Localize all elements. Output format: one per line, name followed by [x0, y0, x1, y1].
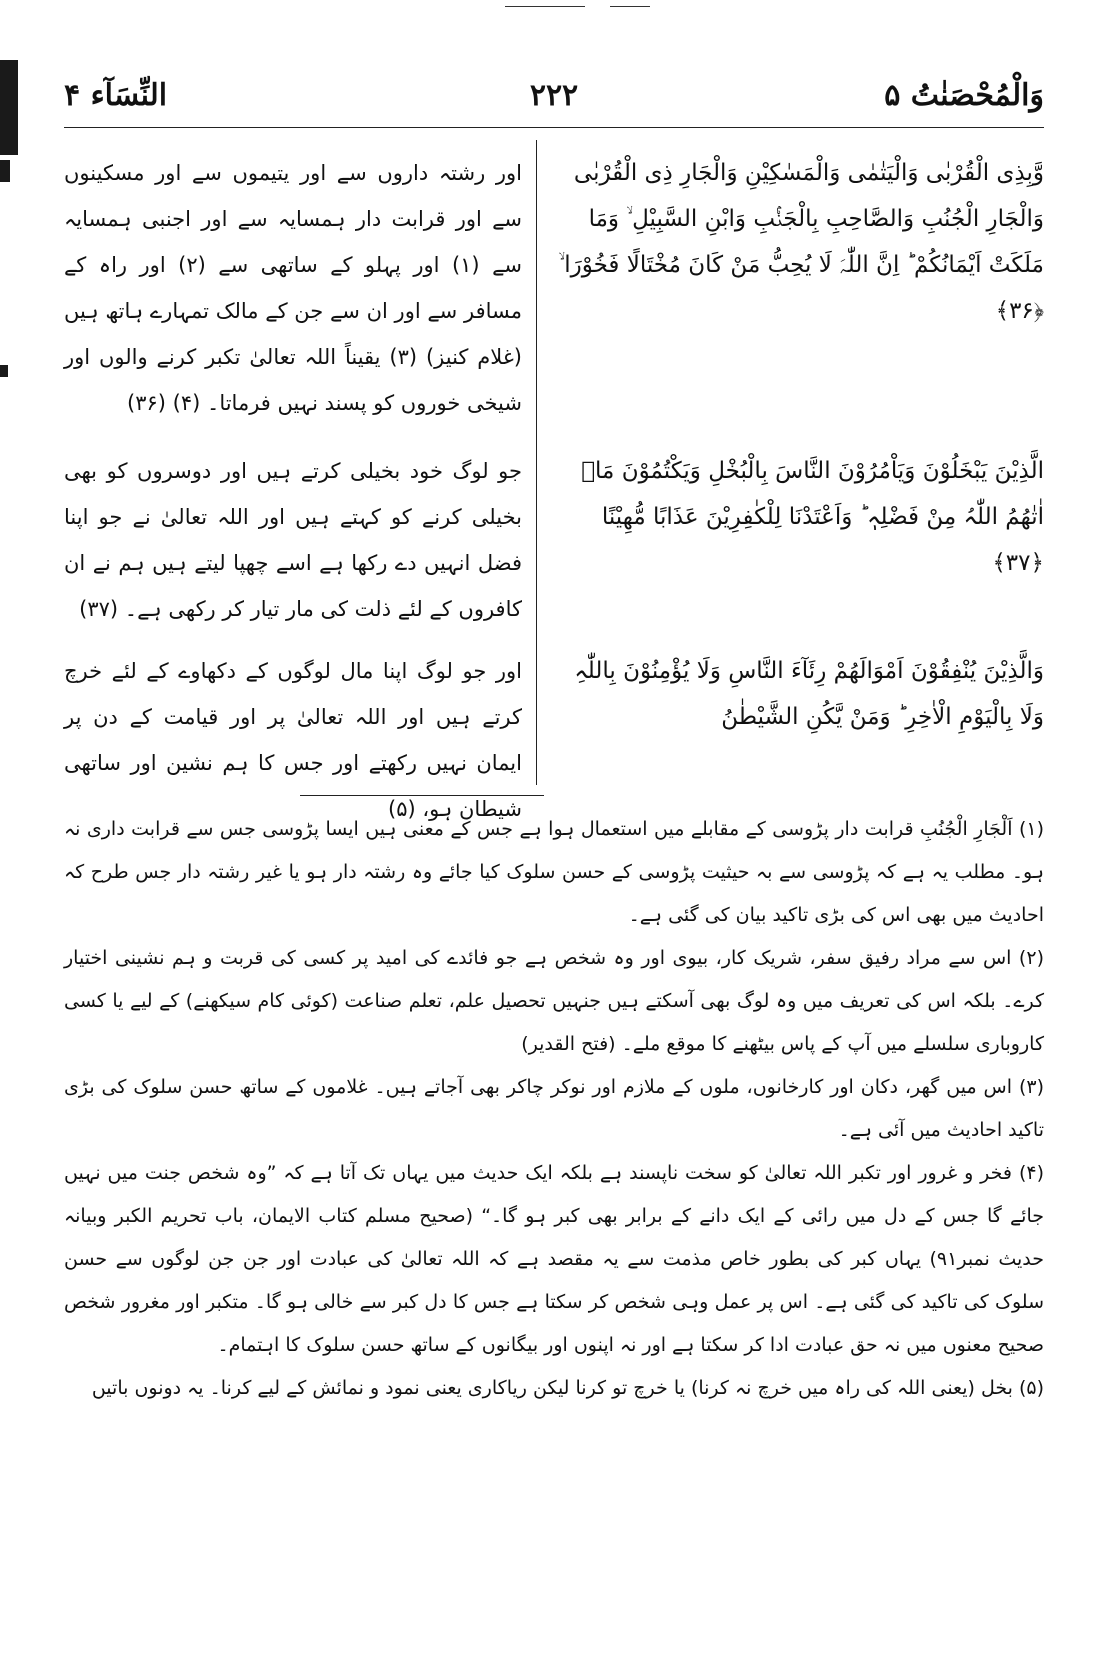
- surah-title: النِّسَآء ۴: [64, 78, 168, 113]
- arabic-verse-36: وَّبِذِی الْقُرْبٰی وَالْیَتٰمٰی وَالْمَسٰکِیْنِ وَالْجَارِ ذِی الْقُرْبٰی وَالْجَارِ الْجُنُبِ وَالصَّاحِبِ بِالْجَنْۢبِ وَابْنِ السَّبِیْلِ ۙ وَمَا مَلَکَتْ اَیْمَانُکُمْ ؕ اِنَّ اللّٰہَ لَا یُحِبُّ مَنْ کَانَ مُخْتَالًا فَخُوْرَا ۙ ﴿۳۶﴾: [558, 160, 1044, 324]
- urdu-translation-column: [64, 150, 522, 832]
- urdu-translation-38: اور جو لوگ اپنا مال لوگوں کے دکھاوے کے لئے خرچ کرتے ہیں اور اللہ تعالیٰ پر اور قیامت کے دن پر ایمان نہیں رکھتے اور جس کا ہم نشین اور ساتھی شیطان ہو، (۵): [64, 659, 522, 821]
- urdu-translation-36: اور رشتہ داروں سے اور یتیموں سے اور مسکینوں سے اور قرابت دار ہمسایہ سے اور اجنبی ہمسایہ سے (۱) اور پہلو کے ساتھی سے (۲) اور راہ کے مسافر سے اور ان سے جن کے مالک تمہارے ہاتھ ہیں (غلام کنیز) (۳) یقیناً اللہ تعالیٰ تکبر کرنے والوں اور شیخی خوروں کو پسند نہیں فرماتا۔ (۴) (۳۶): [64, 161, 523, 415]
- urdu-translation-37: جو لوگ خود بخیلی کرتے ہیں اور دوسروں کو بھی بخیلی کرنے کو کہتے ہیں اور اللہ تعالیٰ نے جو اپنا فضل انہیں دے رکھا ہے اسے چھپا لیتے ہیں ہم نے ان کافروں کے لئے ذلت کی مار تیار کر رکھی ہے۔ (۳۷): [64, 459, 522, 621]
- page-binding-edge: [0, 0, 18, 1653]
- footnote-5: (۵) بخل (یعنی اللہ کی راہ میں خرچ نہ کرنا) یا خرچ تو کرنا لیکن ریاکاری یعنی نمود و نمائش کے لیے کرنا۔ یہ دونوں باتیں: [91, 1377, 1044, 1399]
- arabic-verse-38: وَالَّذِیْنَ یُنْفِقُوْنَ اَمْوَالَھُمْ رِئَآءَ النَّاسِ وَلَا یُؤْمِنُوْنَ بِاللّٰہِ وَلَا بِالْیَوْمِ الْاٰخِرِ ؕ وَمَنْ یَّکُنِ الشَّیْطٰنُ: [574, 658, 1044, 730]
- arabic-verse-37: الَّذِیْنَ یَبْخَلُوْنَ وَیَاْمُرُوْنَ النَّاسَ بِالْبُخْلِ وَیَکْتُمُوْنَ مَاۤ اٰتٰھُمُ اللّٰہُ مِنْ فَضْلِہٖ ؕ وَاَعْتَدْنَا لِلْکٰفِرِیْنَ عَذَابًا مُّھِیْنًا ﴿۳۷﴾: [581, 458, 1044, 576]
- header-divider: [64, 127, 1044, 128]
- juz-title: وَالْمُحْصَنٰتُ ۵: [884, 78, 1044, 113]
- footnotes-divider: [300, 795, 544, 796]
- top-rule: [505, 6, 585, 7]
- footnote-1: (۱) اَلْجَارِ الْجُنُبِ قرابت دار پڑوسی کے مقابلے میں استعمال ہوا ہے جس کے معنی ہیں ایسا پڑوسی جس سے قرابت داری نہ ہو۔ مطلب یہ ہے کہ پڑوسی سے بہ حیثیت پڑوسی کے حسن سلوک کیا جائے وہ رشتہ دار ہو یا غیر رشتہ دار جس طرح کہ احادیث میں بھی اس کی بڑی تاکید بیان کی گئی ہے۔: [64, 818, 1044, 926]
- footnote-2: (۲) اس سے مراد رفیق سفر، شریک کار، بیوی اور وہ شخص ہے جو فائدے کی امید پر کسی کی قربت و ہم نشینی اختیار کرے۔ بلکہ اس کی تعریف میں وہ لوگ بھی آسکتے ہیں جنہیں تحصیل علم، تعلم صناعت (کوئی کام سیکھنے) کے لیے یا کسی کاروباری سلسلے میں آپ کے پاس بیٹھنے کا موقع ملے۔ (فتح القدیر): [64, 947, 1044, 1055]
- column-divider: [536, 140, 537, 785]
- top-rule-short: [610, 6, 650, 7]
- footnotes: [64, 808, 1044, 1410]
- footnote-3: (۳) اس میں گھر، دکان اور کارخانوں، ملوں کے ملازم اور نوکر چاکر بھی آجاتے ہیں۔ غلاموں کے ساتھ حسن سلوک کی بڑی تاکید احادیث میں آئی ہے۔: [64, 1076, 1044, 1141]
- footnote-4: (۴) فخر و غرور اور تکبر اللہ تعالیٰ کو سخت ناپسند ہے بلکہ ایک حدیث میں یہاں تک آتا ہے کہ ”وہ شخص جنت میں نہیں جائے گا جس کے دل میں رائی کے ایک دانے کے برابر بھی کبر ہو گا۔“ (صحیح مسلم کتاب الایمان، باب تحریم الکبر وبیانہ حدیث نمبر۹۱) یہاں کبر کی بطور خاص مذمت سے یہ مقصد ہے کہ اللہ تعالیٰ کی عبادت اور جن جن لوگوں سے حسن سلوک کی تاکید کی گئی ہے۔ اس پر عمل وہی شخص کر سکتا ہے جس کا دل کبر سے خالی ہو گا۔ متکبر اور مغرور شخص صحیح معنوں میں نہ حق عبادت ادا کر سکتا ہے اور نہ اپنوں اور بیگانوں کے ساتھ حسن سلوک کا اہتمام۔: [64, 1162, 1044, 1356]
- arabic-text-column: [556, 150, 1044, 740]
- page-header: [64, 78, 1044, 124]
- page-number: ۲۲۲: [529, 78, 579, 113]
